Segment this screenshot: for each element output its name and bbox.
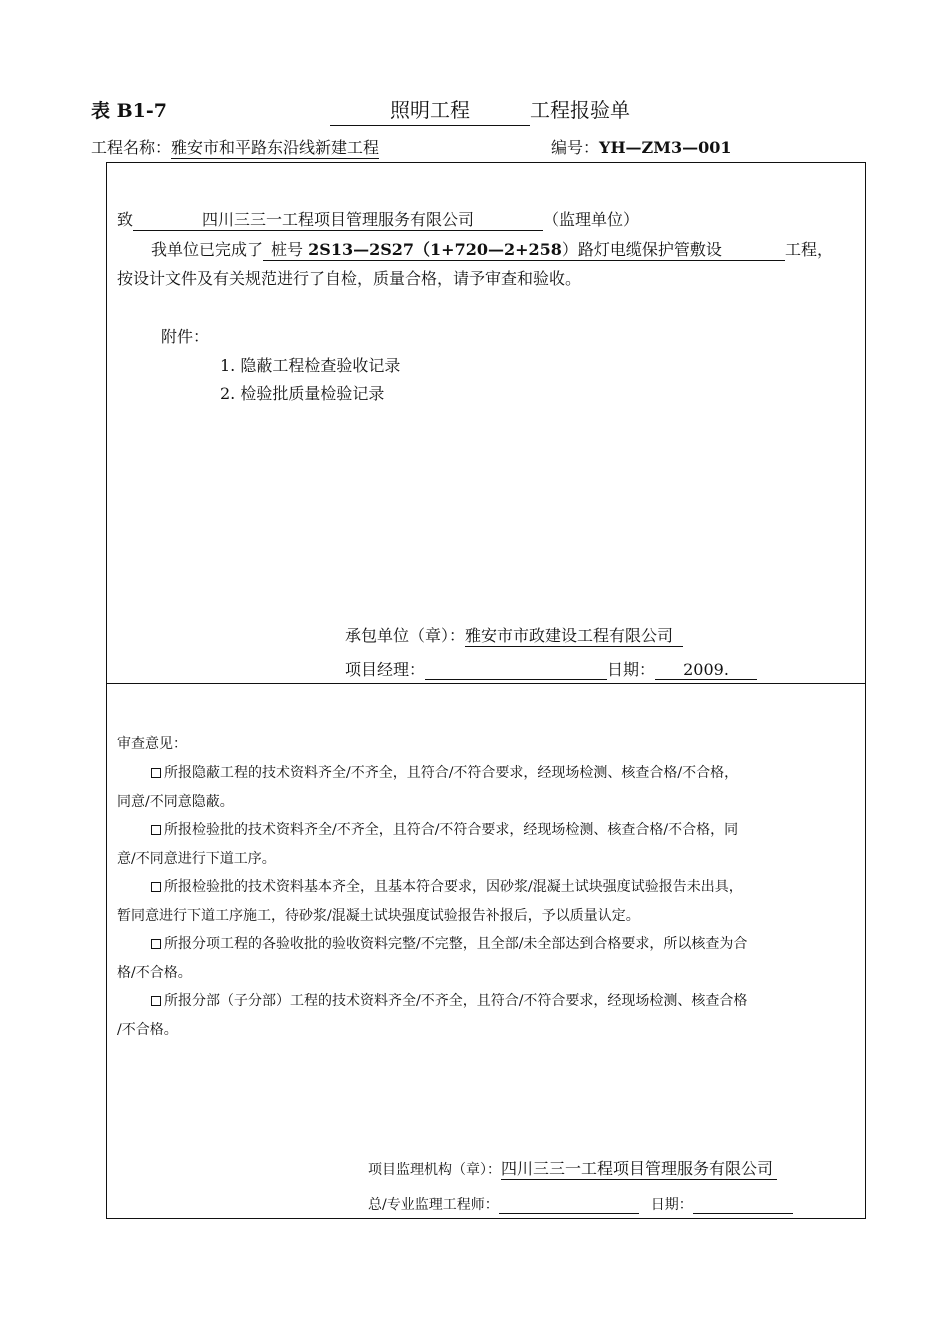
work-item bbox=[263, 237, 785, 261]
checkbox-icon[interactable] bbox=[151, 882, 161, 892]
attachments-label: 附件： bbox=[161, 327, 210, 346]
serial-label: 编号： bbox=[551, 138, 600, 157]
engineer-row bbox=[368, 1194, 793, 1214]
form-box bbox=[106, 162, 866, 1219]
review-option-text: 所报检验批的技术资料基本齐全，且基本符合要求，因砂浆/混凝土试块强度试验报告未出具， bbox=[164, 879, 743, 895]
intro-row bbox=[151, 237, 833, 261]
review-option-cont: 暂同意进行下道工序施工，待砂浆/混凝土试块强度试验报告补报后，予以质量认定。 bbox=[117, 908, 640, 924]
review-option bbox=[151, 762, 738, 782]
review-date-label: 日期： bbox=[650, 1197, 693, 1213]
work-pile: 桩号 bbox=[271, 240, 304, 259]
manager-signature-line bbox=[425, 661, 607, 680]
supervisor-company: 四川三三一工程项目管理服务有限公司 bbox=[133, 207, 543, 231]
supervision-org-name: 四川三三一工程项目管理服务有限公司 bbox=[501, 1156, 777, 1180]
review-date-line bbox=[693, 1199, 793, 1214]
review-option bbox=[151, 990, 747, 1010]
review-option-cont: 同意/不同意隐蔽。 bbox=[117, 794, 234, 810]
work-range: 2S13—2S27（1+720—2+258 bbox=[308, 240, 562, 259]
date-label: 日期： bbox=[607, 660, 656, 679]
project-name-label: 工程名称： bbox=[91, 138, 172, 157]
review-option-cont: 格/不合格。 bbox=[117, 965, 192, 981]
review-option-text: 所报分部（子分部）工程的技术资料齐全/不齐全，且符合/不符合要求，经现场检测、核查合格 bbox=[164, 993, 748, 1009]
engineer-signature-line bbox=[499, 1199, 639, 1214]
checkbox-icon[interactable] bbox=[151, 996, 161, 1006]
review-option bbox=[151, 933, 747, 953]
review-option-cont: /不合格。 bbox=[117, 1022, 178, 1038]
serial-row bbox=[551, 135, 731, 158]
review-option bbox=[151, 876, 743, 896]
section-divider bbox=[106, 683, 866, 684]
manager-row bbox=[345, 657, 757, 680]
checkbox-icon[interactable] bbox=[151, 939, 161, 949]
submission-date: 2009. bbox=[655, 660, 757, 680]
form-number: 表 B1-7 bbox=[91, 100, 168, 122]
attachment-item: 2. 检验批质量检验记录 bbox=[220, 384, 385, 403]
review-option-text: 所报隐蔽工程的技术资料齐全/不齐全，且符合/不符合要求，经现场检测、核查合格/不合格， bbox=[164, 765, 739, 781]
statement: 按设计文件及有关规范进行了自检，质量合格，请予审查和验收。 bbox=[117, 269, 582, 288]
contractor-label: 承包单位（章）： bbox=[345, 626, 466, 645]
to-prefix: 致 bbox=[117, 210, 134, 229]
project-name: 雅安市和平路东沿线新建工程 bbox=[171, 135, 379, 159]
checkbox-icon[interactable] bbox=[151, 768, 161, 778]
intro-suffix: 工程， bbox=[785, 240, 834, 259]
supervision-org-label: 项目监理机构（章）： bbox=[368, 1162, 501, 1178]
work-desc: ）路灯电缆保护管敷设 bbox=[561, 240, 722, 259]
form-title: 工程报验单 bbox=[530, 98, 630, 122]
review-option-text: 所报检验批的技术资料齐全/不齐全，且符合/不符合要求，经现场检测、核查合格/不合格，同 bbox=[164, 822, 739, 838]
supervision-org-row bbox=[368, 1156, 777, 1180]
project-type: 照明工程 bbox=[330, 94, 530, 126]
engineer-label: 总/专业监理工程师： bbox=[368, 1197, 499, 1213]
contractor-row bbox=[345, 623, 683, 647]
project-name-row bbox=[91, 135, 379, 159]
review-option-cont: 意/不同意进行下道工序。 bbox=[117, 851, 276, 867]
manager-label: 项目经理： bbox=[345, 660, 426, 679]
form-title-block bbox=[330, 94, 630, 126]
checkbox-icon[interactable] bbox=[151, 825, 161, 835]
contractor-name: 雅安市市政建设工程有限公司 bbox=[465, 623, 683, 647]
intro-prefix: 我单位已完成了 bbox=[151, 240, 264, 259]
supervisor-suffix: （监理单位） bbox=[543, 210, 640, 229]
attachment-item: 1. 隐蔽工程检查验收记录 bbox=[220, 356, 401, 375]
addressee-row bbox=[117, 207, 639, 231]
serial-number: YH—ZM3—001 bbox=[599, 138, 732, 157]
review-option bbox=[151, 819, 738, 839]
review-option-text: 所报分项工程的各验收批的验收资料完整/不完整，且全部/未全部达到合格要求，所以核查为合 bbox=[164, 936, 748, 952]
review-label: 审查意见： bbox=[117, 736, 187, 752]
